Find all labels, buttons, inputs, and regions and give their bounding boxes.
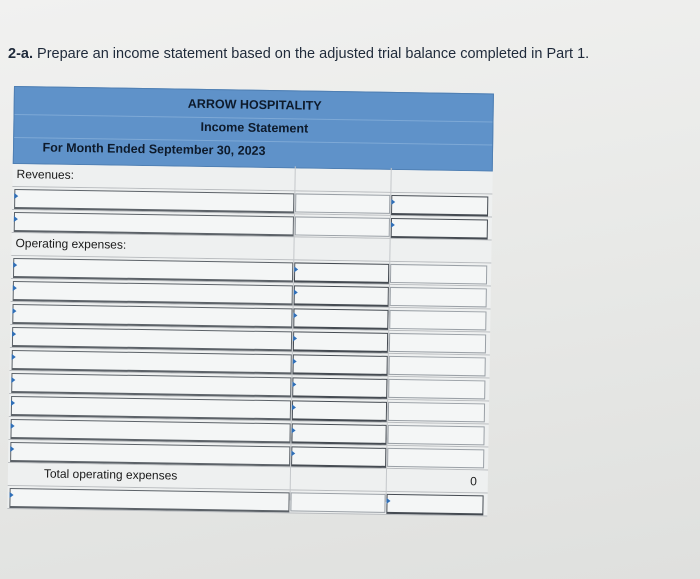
operating-expenses-label: Operating expenses:	[15, 236, 127, 252]
expense-amount-input[interactable]	[292, 377, 387, 398]
expense-amount-input[interactable]	[293, 308, 388, 329]
input-flag-icon	[294, 266, 298, 272]
input-flag-icon	[386, 498, 390, 504]
expense-total-input[interactable]	[390, 264, 487, 285]
revenue-total-input[interactable]	[391, 195, 488, 217]
expense-amount-input[interactable]	[291, 423, 386, 444]
expense-amount-input[interactable]	[293, 331, 388, 352]
expense-amount-input[interactable]	[294, 262, 389, 283]
expense-total-input[interactable]	[388, 402, 485, 423]
input-flag-icon	[14, 193, 18, 199]
input-flag-icon	[293, 335, 297, 341]
expense-amount-input[interactable]	[294, 285, 389, 306]
expense-total-input[interactable]	[389, 356, 486, 377]
total-operating-expenses-value	[387, 471, 484, 492]
input-flag-icon	[10, 492, 14, 498]
expense-amount-input[interactable]	[291, 446, 386, 467]
input-flag-icon	[13, 285, 17, 291]
input-flag-icon	[12, 354, 16, 360]
input-flag-icon	[14, 216, 18, 222]
revenue-amount-input[interactable]	[295, 193, 390, 213]
input-flag-icon	[292, 404, 296, 410]
input-flag-icon	[294, 289, 298, 295]
input-flag-icon	[292, 427, 296, 433]
input-flag-icon	[11, 377, 15, 383]
expense-total-input[interactable]	[389, 310, 486, 331]
net-income-amount-input[interactable]	[290, 492, 385, 512]
input-flag-icon	[293, 358, 297, 364]
company-name: ARROW HOSPITALITY	[187, 96, 322, 113]
question-number: 2-a.	[8, 46, 33, 62]
input-flag-icon	[10, 446, 14, 452]
net-income-account-select[interactable]	[9, 488, 289, 512]
input-flag-icon	[12, 308, 16, 314]
expense-amount-input[interactable]	[292, 400, 387, 421]
expense-total-input[interactable]	[390, 287, 487, 308]
input-flag-icon	[291, 450, 295, 456]
net-income-total-input[interactable]	[386, 494, 483, 516]
expense-total-input[interactable]	[387, 425, 484, 446]
input-flag-icon	[293, 312, 297, 318]
total-operating-expenses-label: Total operating expenses	[43, 466, 178, 483]
revenues-label: Revenues:	[16, 167, 75, 182]
statement-period: For Month Ended September 30, 2023	[42, 140, 266, 158]
input-flag-icon	[13, 262, 17, 268]
input-flag-icon	[391, 222, 395, 228]
statement-title: Income Statement	[200, 119, 309, 136]
input-flag-icon	[391, 199, 395, 205]
input-flag-icon	[11, 400, 15, 406]
expense-total-input[interactable]	[388, 379, 485, 400]
revenue-total-input[interactable]	[391, 218, 488, 240]
total-operating-expenses-amount: 0	[470, 474, 477, 489]
question-prompt	[8, 46, 589, 62]
expense-total-input[interactable]	[387, 448, 484, 469]
statement-header	[13, 86, 494, 172]
question-text: Prepare an income statement based on the adjusted trial balance completed in Part 1.	[37, 46, 590, 62]
input-flag-icon	[11, 423, 15, 429]
revenue-amount-input[interactable]	[295, 216, 390, 236]
input-flag-icon	[292, 381, 296, 387]
expense-total-input[interactable]	[389, 333, 486, 354]
income-statement-form	[8, 86, 494, 503]
expense-amount-input[interactable]	[293, 354, 388, 375]
input-flag-icon	[12, 331, 16, 337]
